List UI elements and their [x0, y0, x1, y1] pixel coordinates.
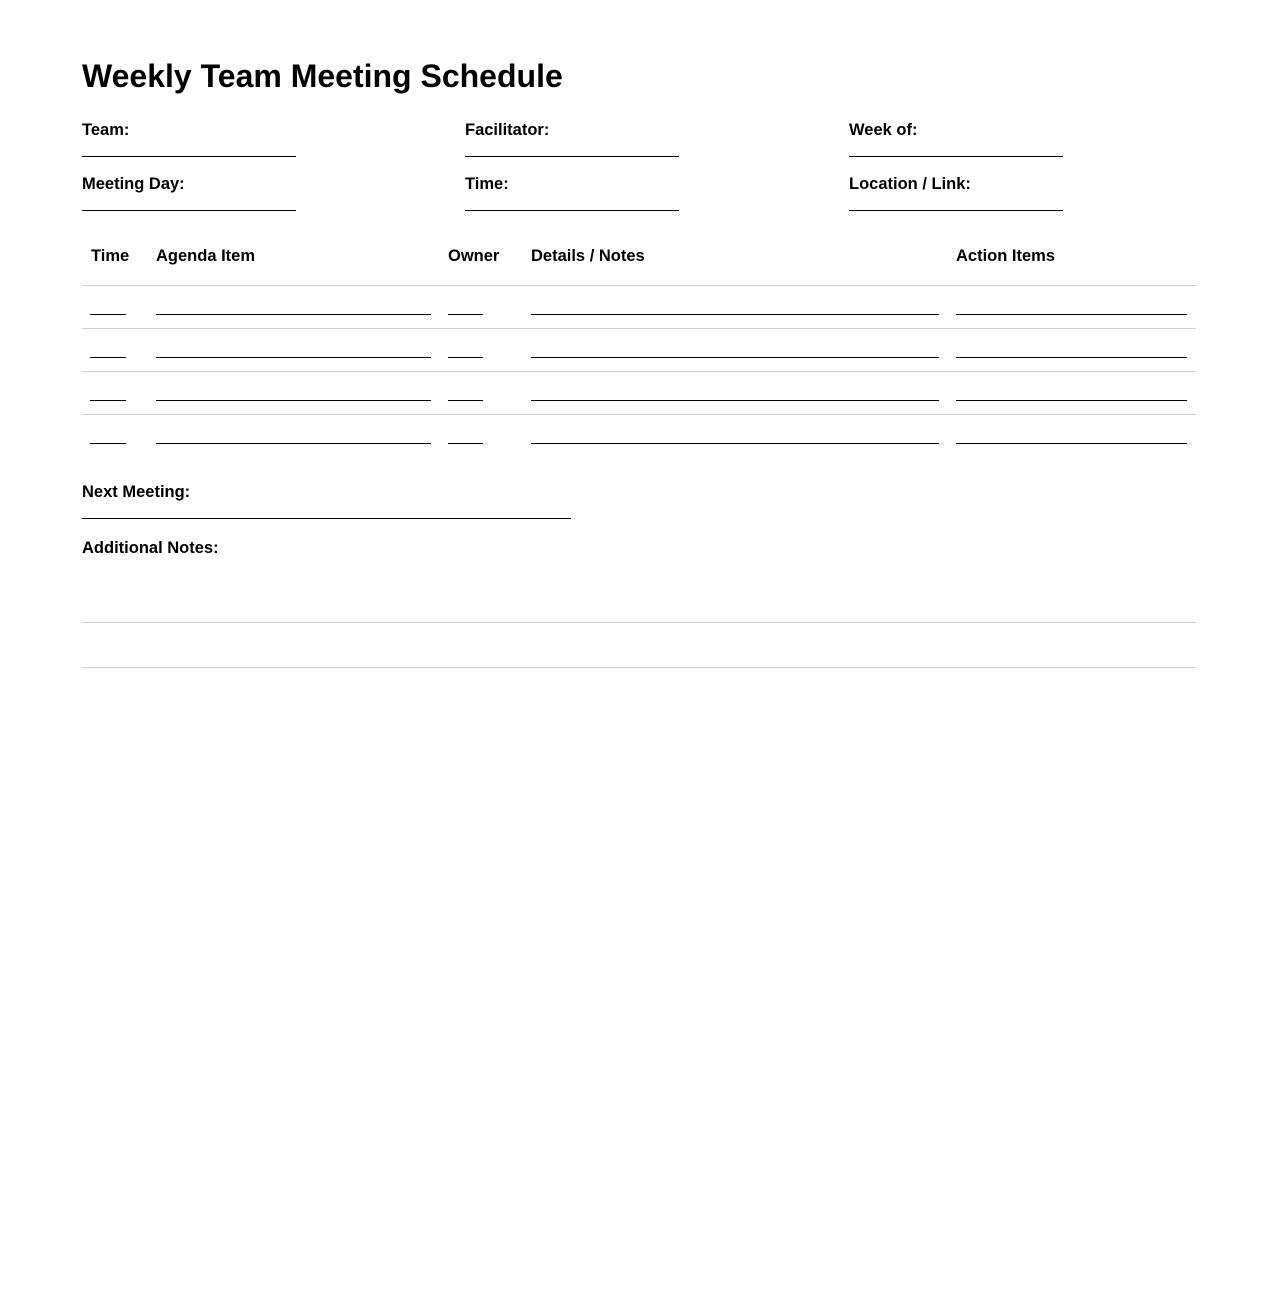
table-row [82, 329, 1196, 372]
col-header-time-label: Time [91, 247, 130, 265]
time-input-line[interactable] [465, 210, 679, 211]
col-header-action-items: Action Items [956, 240, 1196, 286]
meeting-day-input-line[interactable] [82, 210, 296, 211]
owner-blank[interactable] [448, 443, 483, 444]
col-header-agenda-item: Agenda Item [156, 240, 448, 286]
details-blank[interactable] [531, 443, 939, 444]
team-label: Team: [82, 121, 130, 139]
agenda-item-blank[interactable] [156, 314, 431, 315]
next-meeting-label: Next Meeting: [82, 483, 191, 501]
next-meeting-input-line[interactable] [82, 518, 571, 519]
additional-notes-label: Additional Notes: [82, 539, 219, 557]
meeting-day-label: Meeting Day: [82, 175, 185, 193]
location-label: Location / Link: [849, 175, 971, 193]
time-field [465, 174, 679, 211]
notes-line[interactable] [82, 667, 1196, 668]
meeting-day-field [82, 174, 296, 211]
facilitator-label: Facilitator: [465, 121, 550, 139]
action-items-blank[interactable] [956, 443, 1187, 444]
agenda-item-blank[interactable] [156, 443, 431, 444]
page-title: Weekly Team Meeting Schedule [82, 58, 563, 94]
agenda-item-blank[interactable] [156, 400, 431, 401]
week-of-input-line[interactable] [849, 156, 1063, 157]
owner-blank[interactable] [448, 314, 483, 315]
time-blank[interactable] [90, 357, 126, 358]
action-items-blank[interactable] [956, 357, 1187, 358]
facilitator-field [465, 120, 679, 157]
facilitator-input-line[interactable] [465, 156, 679, 157]
col-header-owner: Owner [448, 240, 531, 286]
action-items-blank[interactable] [956, 314, 1187, 315]
additional-notes-section [82, 538, 1196, 558]
team-field [82, 120, 296, 157]
action-items-blank[interactable] [956, 400, 1187, 401]
col-header-time [82, 240, 156, 286]
week-of-label: Week of: [849, 121, 918, 139]
details-blank[interactable] [531, 357, 939, 358]
agenda-header-row [82, 240, 1196, 286]
notes-line[interactable] [82, 622, 1196, 623]
table-row [82, 415, 1196, 458]
time-blank[interactable] [90, 400, 126, 401]
agenda-item-blank[interactable] [156, 357, 431, 358]
owner-blank[interactable] [448, 357, 483, 358]
team-input-line[interactable] [82, 156, 296, 157]
next-meeting-field [82, 482, 571, 519]
agenda-table [82, 240, 1196, 457]
table-row [82, 286, 1196, 329]
time-label: Time: [465, 175, 509, 193]
time-blank[interactable] [90, 314, 126, 315]
location-field [849, 174, 1063, 211]
table-row [82, 372, 1196, 415]
col-header-details: Details / Notes [531, 240, 956, 286]
details-blank[interactable] [531, 400, 939, 401]
time-blank[interactable] [90, 443, 126, 444]
week-of-field [849, 120, 1063, 157]
location-input-line[interactable] [849, 210, 1063, 211]
details-blank[interactable] [531, 314, 939, 315]
owner-blank[interactable] [448, 400, 483, 401]
